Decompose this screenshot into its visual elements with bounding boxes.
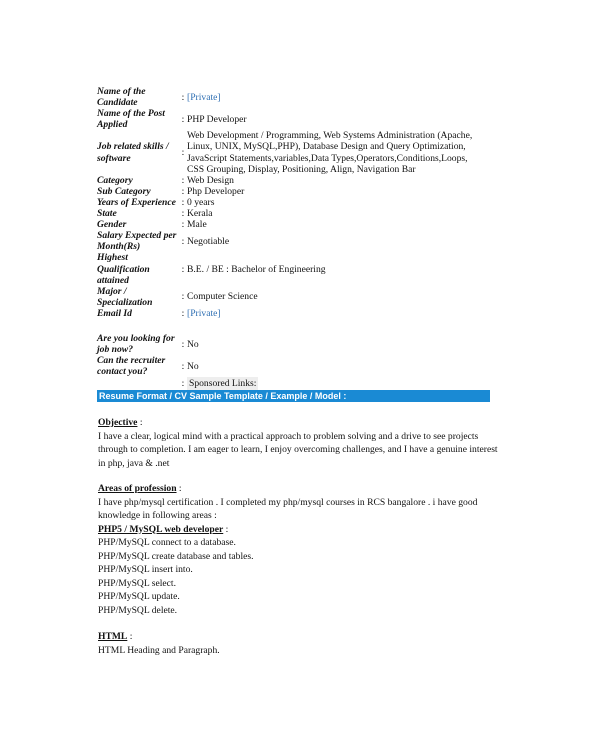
profile-label: Name of the Post Applied bbox=[97, 108, 165, 131]
profile-row bbox=[97, 252, 482, 285]
profile-label: Years of Experience bbox=[97, 196, 176, 208]
profile-value bbox=[187, 286, 482, 308]
html-heading: HTML bbox=[98, 631, 128, 642]
areas-heading: Areas of profession bbox=[98, 483, 177, 494]
profile-value bbox=[187, 197, 482, 208]
profile-label: Are you looking for job now? bbox=[97, 332, 175, 356]
php-item: PHP/MySQL delete. bbox=[98, 604, 178, 616]
objective-text: I have a clear, logical mind with a practical approach to problem solving and a drive to see projects through to completion. I am eager to learn, I enjoy overcoming challenges, and I have a genuine interest in php, java & .net bbox=[98, 430, 498, 469]
profile-value bbox=[187, 252, 482, 285]
sponsored-row bbox=[97, 377, 482, 390]
profile-label: Can the recruiter contact you? bbox=[97, 355, 166, 378]
profile-table bbox=[97, 86, 482, 390]
profile-label: Major / Specialization bbox=[97, 285, 153, 308]
colon: : bbox=[181, 208, 185, 220]
profile-label: Salary Expected per Month(Rs) bbox=[97, 230, 177, 253]
colon: : bbox=[181, 219, 185, 231]
sponsored-links-label: Sponsored Links: bbox=[189, 378, 257, 390]
php-item: PHP/MySQL insert into. bbox=[98, 564, 193, 575]
php-item: PHP/MySQL select. bbox=[98, 577, 176, 589]
profile-value bbox=[187, 355, 482, 377]
private-link[interactable]: [Private] bbox=[187, 307, 221, 319]
profile-value bbox=[187, 175, 482, 186]
profile-value bbox=[187, 308, 482, 319]
colon: : bbox=[181, 263, 185, 275]
colon: : bbox=[181, 360, 185, 372]
profile-row bbox=[97, 197, 482, 208]
profile-value-text: Web Design bbox=[187, 174, 234, 186]
colon: : bbox=[181, 91, 185, 103]
profile-row bbox=[97, 186, 482, 197]
profile-value bbox=[187, 219, 482, 230]
profile-value-text: 0 years bbox=[187, 196, 215, 208]
profile-label: Gender bbox=[97, 219, 127, 231]
colon: : bbox=[181, 185, 185, 197]
profile-row bbox=[97, 208, 482, 219]
profile-label: Category bbox=[97, 174, 133, 186]
colon: : bbox=[181, 307, 185, 319]
profile-row bbox=[97, 130, 482, 174]
colon: : bbox=[181, 378, 185, 390]
profile-label: Highest Qualification attained bbox=[97, 252, 150, 286]
profile-value-text: Kerala bbox=[187, 208, 213, 220]
profile-label: Email Id bbox=[97, 307, 132, 319]
html-section: HTML : HTML Heading and Paragraph. bbox=[98, 630, 498, 657]
profile-value bbox=[187, 108, 482, 130]
profile-row bbox=[97, 286, 482, 308]
profile-label: Sub Category bbox=[97, 185, 151, 197]
objective-heading: Objective bbox=[98, 417, 138, 428]
colon: : bbox=[181, 174, 185, 186]
profile-row bbox=[97, 219, 482, 230]
profile-value-text: Php Developer bbox=[187, 185, 245, 197]
profile-row bbox=[97, 355, 482, 377]
profile-value bbox=[187, 130, 482, 174]
areas-section: Areas of profession : I have php/mysql certification . I completed my php/mysql courses in RCS bangalore . i have good knowledge in following areas : PHP5 / MySQL web developer : PHP/MySQL connect to a database. PHP/MySQL create database and tables. PHP/MySQL insert into. PHP/MySQL select. PHP/MySQL update. PHP/MySQL delete. bbox=[98, 482, 498, 617]
profile-row bbox=[97, 319, 482, 355]
profile-label: State bbox=[97, 208, 117, 220]
profile-value bbox=[187, 208, 482, 219]
private-link[interactable]: [Private] bbox=[187, 91, 221, 103]
php-item: PHP/MySQL connect to a database. bbox=[98, 537, 236, 548]
php-item: PHP/MySQL create database and tables. bbox=[98, 550, 254, 562]
php-subheading: PHP5 / MySQL web developer bbox=[98, 523, 224, 535]
profile-value-text: No bbox=[187, 338, 199, 350]
profile-value-text: No bbox=[187, 360, 199, 372]
php-item: PHP/MySQL update. bbox=[98, 591, 180, 602]
html-item: HTML Heading and Paragraph. bbox=[98, 644, 220, 656]
profile-label: Name of the Candidate bbox=[97, 86, 146, 109]
profile-row bbox=[97, 108, 482, 130]
profile-value-text: Web Development / Programming, Web Systems Administration (Apache, Linux, UNIX, MySQL,PHP), Database Design and Query Optimization, JavaScript Statements,variables,Data Types,Operators,Conditions,Loops, CSS Grouping, Display, Positioning, Align, Navigation Bar bbox=[187, 130, 473, 175]
colon: : bbox=[181, 291, 185, 303]
profile-value-text: Negotiable bbox=[187, 235, 230, 247]
colon: : bbox=[181, 235, 185, 247]
profile-value bbox=[187, 186, 482, 197]
profile-value bbox=[187, 230, 482, 252]
profile-row bbox=[97, 86, 482, 108]
areas-text: I have php/mysql certification . I completed my php/mysql courses in RCS bangalore . i have good knowledge in following areas : bbox=[98, 496, 478, 521]
profile-value bbox=[187, 86, 482, 108]
colon: : bbox=[181, 196, 185, 208]
profile-value-text: Male bbox=[187, 219, 207, 231]
resume-format-banner: Resume Format / CV Sample Template / Example / Model : bbox=[97, 390, 490, 402]
profile-value-text: B.E. / BE : Bachelor of Engineering bbox=[187, 263, 326, 275]
objective-section: Objective : I have a clear, logical mind with a practical approach to problem solving and a drive to see projects through to completion. I am eager to learn, I enjoy overcoming challenges, and I have a genuine interest in php, java & .net bbox=[98, 417, 498, 469]
profile-row bbox=[97, 308, 482, 319]
profile-value-text: PHP Developer bbox=[187, 113, 247, 125]
colon: : bbox=[181, 338, 185, 350]
colon: : bbox=[181, 147, 185, 159]
profile-value-text: Computer Science bbox=[187, 291, 258, 303]
profile-value bbox=[187, 319, 482, 355]
profile-row bbox=[97, 230, 482, 252]
profile-row bbox=[97, 175, 482, 186]
profile-label: Job related skills / software bbox=[97, 141, 169, 164]
colon: : bbox=[181, 113, 185, 125]
